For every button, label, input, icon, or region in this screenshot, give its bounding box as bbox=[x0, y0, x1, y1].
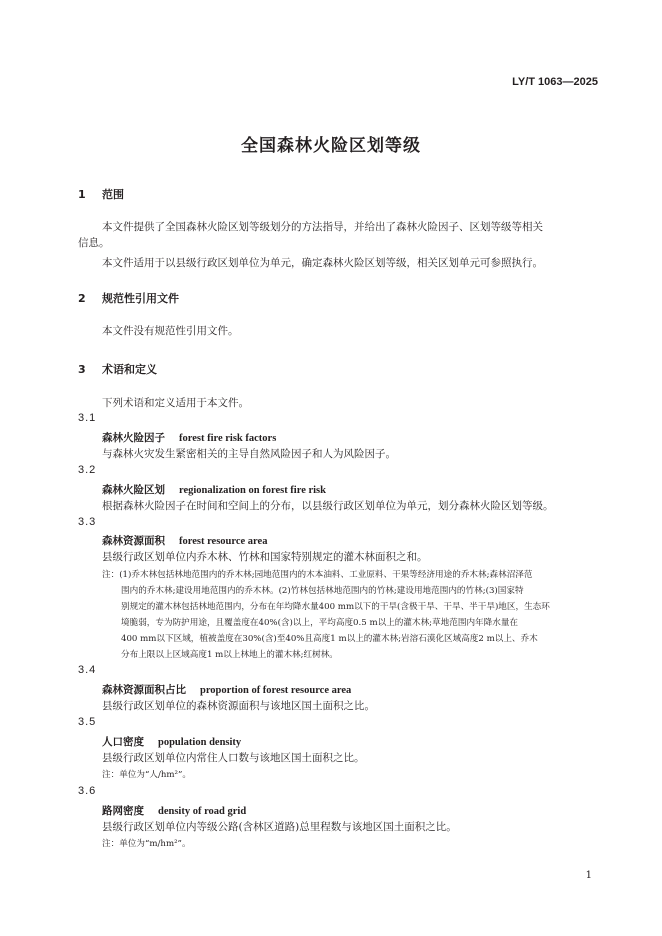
note-label: 注： bbox=[102, 570, 120, 580]
note-line: 别规定的灌木林包括林地范围内，分布在年均降水量400 mm以下的干旱(含极干旱、干旱、半干旱)地区，生态环 bbox=[121, 602, 550, 612]
section-heading-3 bbox=[78, 361, 157, 377]
note-label: 注： bbox=[102, 770, 120, 780]
term-cn: 路网密度 bbox=[102, 805, 144, 817]
section-title: 术语和定义 bbox=[102, 363, 157, 376]
term-definition: 县级行政区划单位内常住人口数与该地区国土面积之比。 bbox=[102, 752, 365, 764]
term-number: 3.1 bbox=[78, 412, 97, 424]
paragraph: 本文件没有规范性引用文件。 bbox=[102, 325, 239, 337]
note-line: 境脆弱，专为防护用途，且覆盖度在40%(含)以上，平均高度0.5 m以上的灌木林;草地范围内年降水量在 bbox=[121, 618, 519, 628]
term-cn: 人口密度 bbox=[102, 736, 144, 748]
note-line: 单位为“人/hm²”。 bbox=[119, 770, 191, 780]
paragraph: 下列术语和定义适用于本文件。 bbox=[102, 397, 249, 409]
note bbox=[102, 567, 532, 583]
term-heading bbox=[102, 734, 241, 749]
section-heading-1 bbox=[78, 186, 124, 202]
term-definition: 与森林火灾发生紧密相关的主导自然风险因子和人为风险因子。 bbox=[102, 448, 396, 460]
term-number: 3.4 bbox=[78, 664, 97, 676]
section-number: 1 bbox=[78, 188, 86, 201]
term-cn: 森林资源面积占比 bbox=[102, 684, 186, 696]
term-heading bbox=[102, 682, 351, 697]
term-heading bbox=[102, 482, 326, 497]
paragraph: 信息。 bbox=[78, 237, 110, 249]
term-number: 3.6 bbox=[78, 785, 97, 797]
term-cn: 森林火险因子 bbox=[102, 432, 165, 444]
term-heading bbox=[102, 533, 267, 548]
term-heading bbox=[102, 803, 246, 818]
term-definition: 县级行政区划单位内等级公路(含林区道路)总里程数与该地区国土面积之比。 bbox=[102, 821, 457, 833]
term-en: population density bbox=[158, 737, 242, 748]
section-number: 3 bbox=[78, 363, 86, 376]
note-label: 注： bbox=[102, 839, 120, 849]
paragraph: 本文件适用于以县级行政区划单位为单元，确定森林火险区划等级，相关区划单元可参照执行。 bbox=[102, 257, 543, 269]
term-en: forest resource area bbox=[179, 536, 268, 547]
note-line: 围内的乔木林;建设用地范围内的乔木林。(2)竹林包括林地范围内的竹林;建设用地范围内的竹林;(3)国家特 bbox=[121, 586, 524, 596]
section-title: 规范性引用文件 bbox=[102, 292, 179, 305]
note-line: (1)乔木林包括林地范围内的乔木林;园地范围内的木本油料、工业原料、干果等经济用途的乔木林;森林沼泽范 bbox=[119, 570, 533, 580]
term-en: proportion of forest resource area bbox=[200, 685, 352, 696]
page-number: 1 bbox=[585, 870, 592, 881]
term-definition: 县级行政区划单位内乔木林、竹林和国家特别规定的灌木林面积之和。 bbox=[102, 551, 428, 563]
term-en: density of road grid bbox=[158, 806, 247, 817]
term-number: 3.2 bbox=[78, 464, 97, 476]
note bbox=[102, 836, 191, 852]
term-cn: 森林火险区划 bbox=[102, 484, 165, 496]
term-number: 3.5 bbox=[78, 716, 97, 728]
note-line: 400 mm以下区域，植被盖度在30%(含)至40%且高度1 m以上的灌木林;岩溶石漠化区域高度2 m以上、乔木 bbox=[121, 634, 538, 644]
paragraph: 本文件提供了全国森林火险区划等级划分的方法指导，并给出了森林火险因子、区划等级等相关 bbox=[102, 221, 543, 233]
term-en: regionalization on forest fire risk bbox=[179, 485, 326, 496]
term-number: 3.3 bbox=[78, 516, 97, 528]
note-line: 单位为“m/hm²”。 bbox=[119, 839, 191, 849]
section-heading-2 bbox=[78, 290, 179, 306]
note bbox=[102, 767, 191, 783]
term-heading bbox=[102, 430, 276, 445]
term-definition: 根据森林火险因子在时间和空间上的分布，以县级行政区划单位为单元，划分森林火险区划等级。 bbox=[102, 500, 554, 512]
document-title: 全国森林火险区划等级 bbox=[241, 136, 421, 156]
note-line: 分布上限以上区域高度1 m以上林地上的灌木林;红树林。 bbox=[121, 650, 338, 660]
standard-code: LY/T 1063—2025 bbox=[512, 76, 598, 88]
section-title: 范围 bbox=[102, 188, 124, 201]
term-definition: 县级行政区划单位的森林资源面积与该地区国土面积之比。 bbox=[102, 700, 375, 712]
term-en: forest fire risk factors bbox=[179, 433, 277, 444]
term-cn: 森林资源面积 bbox=[102, 535, 165, 547]
section-number: 2 bbox=[78, 292, 86, 305]
